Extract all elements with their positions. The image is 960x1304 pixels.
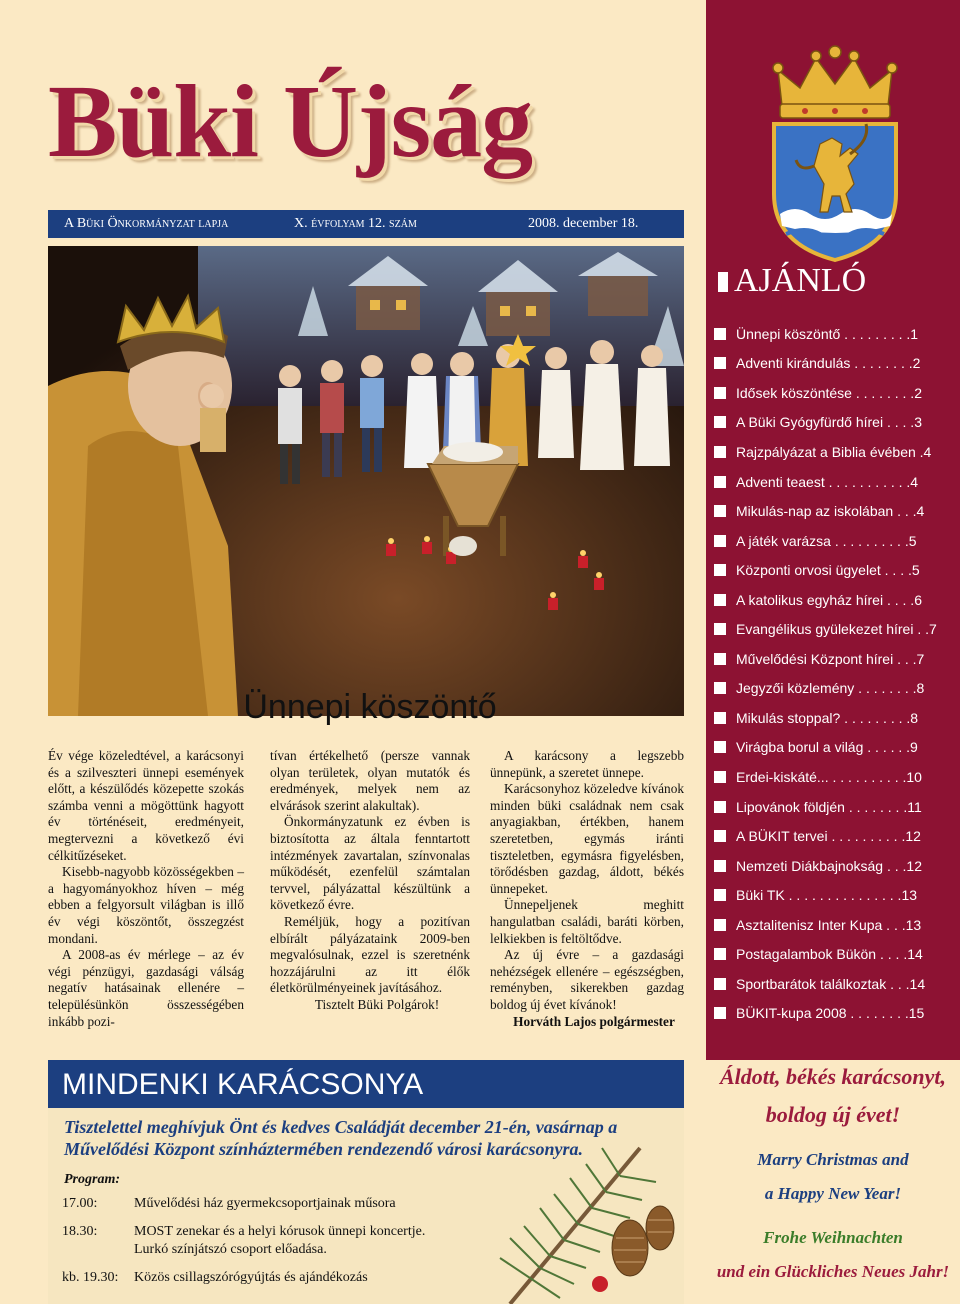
square-bullet-icon [714,416,726,428]
contents-item[interactable] [714,467,954,497]
contents-item[interactable] [714,349,954,379]
event-invitation: Tisztelettel meghívjuk Önt és kedves Családját december 21-én, vasárnap a Művelődési Központ színháztermében rendezendő városi karácsonyra. [64,1117,618,1159]
article-paragraph: Karácsonyhoz közeledve kívánok minden büki családnak nem csak anyagiakban, értékben, hanem szeretetben, egymás iránti tiszteletben, egymásra figyelésben, törődésben gazdag, áldott, békés ünnepeket. [490,781,684,896]
article-paragraph: A karácsony a legszebb ünnepünk, a szeretet ünnepe. [490,748,684,780]
square-bullet-icon [714,948,726,960]
article-salutation: Tisztelt Büki Polgárok! [314,996,440,1012]
square-bullet-icon [714,564,726,576]
contents-list [714,319,954,1028]
program-description: Művelődési ház gyermekcsoportjainak műsora [134,1196,396,1211]
contents-item[interactable] [714,703,954,733]
square-bullet-icon [714,357,726,369]
contents-item[interactable] [714,585,954,615]
square-bullet-icon [714,682,726,694]
article-paragraph: tívan értékelhető (persze vannak olyan területek, olyan mutatók és eredmények, melyek nem az elvárások szerint alakultak). [270,748,470,813]
contents-item-label: Ünnepi köszöntő . . . . . . . . .1 [736,325,919,342]
program-time: kb. 19.30: [62,1270,119,1285]
greeting-en-line1: Marry Christmas and [757,1150,909,1169]
coat-of-arms-icon [750,44,920,264]
contents-item-label: Nemzeti Diákbajnokság . . .12 [736,857,922,874]
nativity-play-photo [48,246,684,716]
contents-item-label: Mikulás stoppal? . . . . . . . . .8 [736,709,919,726]
masthead-infobar [48,210,684,238]
square-bullet-icon [714,328,726,340]
contents-item[interactable] [714,555,954,585]
contents-item[interactable] [714,614,954,644]
issue-date: 2008. december 18. [528,216,639,231]
contents-item[interactable] [714,851,954,881]
contents-item-label: Rajzpályázat a Biblia évében .4 [736,443,932,460]
square-bullet-icon [718,272,728,292]
contents-item-label: Adventi teaest . . . . . . . . . . .4 [736,473,919,490]
program-label: Program: [64,1172,120,1187]
article-paragraph: Önkormányzatunk ez évben is biztosította az általa fenntartott intézmények zavartalan, színvonalas működését, ezenfelül számtalan tervvel, pályázattal készültünk a következő évre. [270,814,470,913]
square-bullet-icon [714,1007,726,1019]
contents-item-label: BÜKIT-kupa 2008 . . . . . . . .15 [736,1005,925,1022]
square-bullet-icon [714,712,726,724]
program-description: Lurkó színjátszó csoport előadása. [134,1242,327,1257]
event-title: MINDENKI KARÁCSONYA [62,1068,424,1101]
contents-item[interactable] [714,437,954,467]
program-item-continued [134,1242,327,1258]
greeting-en-line2: a Happy New Year! [764,1184,902,1203]
contents-item-label: Büki TK . . . . . . . . . . . . . . .13 [736,887,918,904]
square-bullet-icon [714,476,726,488]
contents-item[interactable] [714,526,954,556]
contents-item-label: A játék varázsa . . . . . . . . . .5 [736,532,917,549]
square-bullet-icon [714,623,726,635]
article-column-2 [270,748,470,1014]
article-signature: Horváth Lajos polgármester [513,1013,675,1029]
contents-item-label: Jegyzői közlemény . . . . . . . .8 [736,680,925,697]
masthead-title: Büki Újság [48,64,533,179]
program-description: Közös csillagszórógyújtás és ajándékozás [134,1270,368,1285]
contents-item-label: A katolikus egyház hírei . . . .6 [736,591,922,608]
article-paragraph: Az új évre – a gazdasági nehézségek ellenére – egészségben, reményben, sikerekben gazdag boldog új évet kívánok! [490,947,684,1012]
square-bullet-icon [714,446,726,458]
contents-item[interactable] [714,644,954,674]
square-bullet-icon [714,771,726,783]
square-bullet-icon [714,801,726,813]
square-bullet-icon [714,505,726,517]
contents-item-label: Lipovánok földjén . . . . . . . .11 [736,798,922,815]
article-title: Ünnepi köszöntő [243,688,497,726]
contents-item-label: Művelődési Központ hírei . . .7 [736,650,925,667]
contents-item[interactable] [714,674,954,704]
contents-item[interactable] [714,969,954,999]
contents-item[interactable] [714,792,954,822]
publisher-label: A Büki Önkormányzat lapja [64,216,229,231]
square-bullet-icon [714,594,726,606]
program-time: 18.30: [62,1224,98,1239]
contents-item-label: Adventi kirándulás . . . . . . . .2 [736,355,921,372]
article-paragraph: Ünnepeljenek meghitt hangulatban családi, baráti körben, lelkiekben is feltöltődve. [490,897,684,946]
contents-item[interactable] [714,762,954,792]
square-bullet-icon [714,919,726,931]
greeting-de-line2: und ein Glückliches Neues Jahr! [716,1262,950,1281]
contents-item[interactable] [714,999,954,1029]
contents-item-label: Központi orvosi ügyelet . . . .5 [736,562,920,579]
contents-item[interactable] [714,939,954,969]
greeting-hu-line1: Áldott, békés karácsonyt, [719,1064,947,1089]
contents-item[interactable] [714,910,954,940]
square-bullet-icon [714,387,726,399]
square-bullet-icon [714,889,726,901]
contents-item[interactable] [714,821,954,851]
contents-item-label: Asztalitenisz Inter Kupa . . .13 [736,916,922,933]
greeting-hu-line2: boldog új évet! [765,1102,901,1127]
greeting-de-line1: Frohe Weihnachten [763,1228,903,1247]
contents-item[interactable] [714,733,954,763]
contents-item[interactable] [714,378,954,408]
contents-item-label: Idősek köszöntése . . . . . . . .2 [736,384,922,401]
square-bullet-icon [714,830,726,842]
contents-item[interactable] [714,408,954,438]
article-paragraph: Év vége közeledtével, a karácsonyi és a szilveszteri ünnepi események előtt, a készülődés közepette szokás számba venni a mögöttünk hagyott év történéseit, eredményeit, megtervezni a következő évi célkitűzéseket. [48,748,244,863]
square-bullet-icon [714,860,726,872]
square-bullet-icon [714,653,726,665]
program-time: 17.00: [62,1196,98,1211]
contents-item-label: A BÜKIT tervei . . . . . . . . . .12 [736,828,921,845]
contents-item[interactable] [714,496,954,526]
contents-item-label: Virágba borul a világ . . . . . .9 [736,739,918,756]
contents-item-label: Erdei-kiskáté... . . . . . . . . . .10 [736,768,922,785]
contents-item-label: Sportbarátok találkoztak . . .14 [736,975,926,992]
contents-item-label: Postagalambok Bükön . . . .14 [736,946,923,963]
contents-item[interactable] [714,319,954,349]
square-bullet-icon [714,741,726,753]
contents-item-label: A Büki Gyógyfürdő hírei . . . .3 [736,414,922,431]
article-paragraph: Reméljük, hogy a pozitívan elbírált pályázataink 2009-ben megvalósulnak, ezzel is szeretnénk hozzájárulni az itt élők életkörülményeinek javításához. [270,913,470,996]
volume-label: X. évfolyam 12. szám [294,216,417,231]
square-bullet-icon [714,535,726,547]
contents-item-label: Mikulás-nap az iskolában . . .4 [736,503,925,520]
article-column-3 [490,748,684,1030]
contents-item-label: Evangélikus gyülekezet hírei . .7 [736,621,937,638]
program-description: MOST zenekar és a helyi kórusok ünnepi koncertje. [134,1224,426,1239]
square-bullet-icon [714,978,726,990]
article-column-1 [48,748,244,1030]
contents-item[interactable] [714,880,954,910]
article-paragraph: A 2008-as év mérlege – az év végi pénzügyi, gazdasági válság negatív hatásainak ellenére – településünkön összességében inkább pozi- [48,947,244,1029]
contents-heading: AJÁNLÓ [718,262,866,300]
article-paragraph: Kisebb-nagyobb közösségekben – a hagyományokhoz híven – még ebben a felgyorsult világban is illő év végi köszöntőt, összegzést mondani. [48,864,244,946]
